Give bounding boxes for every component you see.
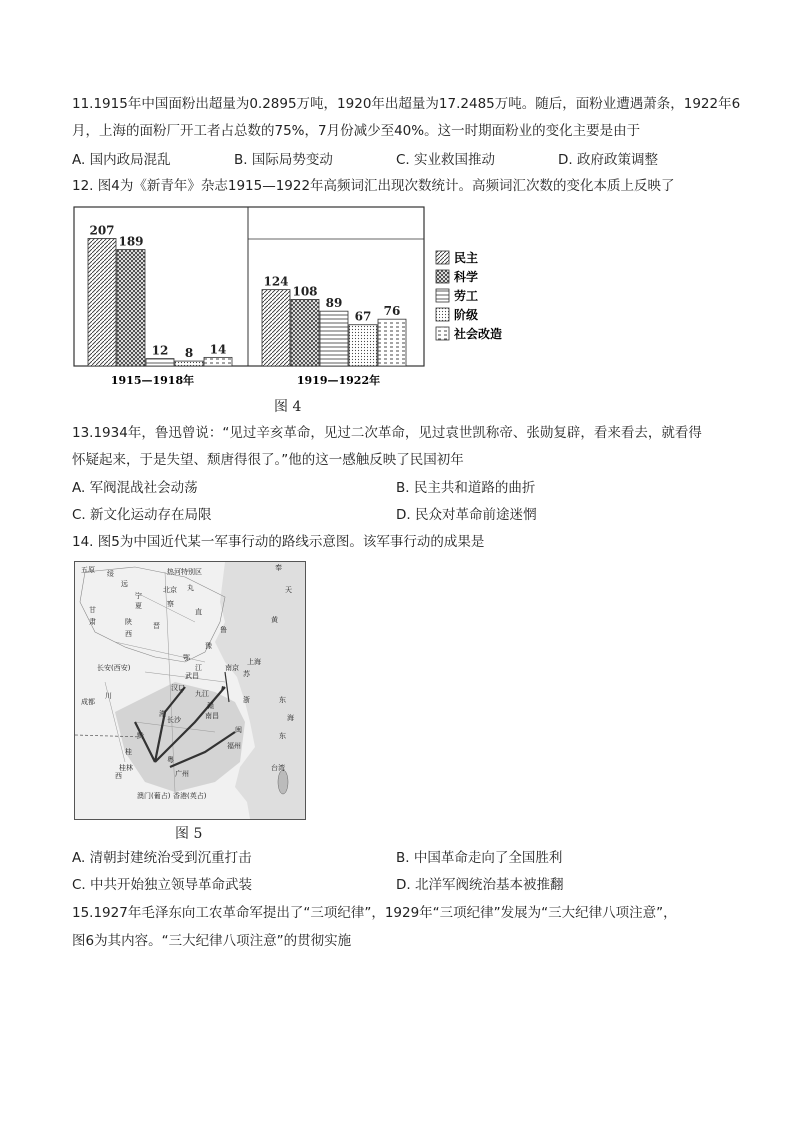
map-label: 上海 xyxy=(247,658,261,666)
map-label: 赣 xyxy=(207,702,214,710)
data-label-劳工-0: 12 xyxy=(151,343,169,358)
map-label: 豫 xyxy=(205,642,212,650)
data-label-阶级-1: 67 xyxy=(354,309,372,324)
bar-科学-0 xyxy=(117,250,145,366)
map-label: 黔 xyxy=(137,732,144,740)
map-label: 热河特别区 xyxy=(167,568,202,576)
legend-label-科学: 科学 xyxy=(454,270,479,284)
q11-option-c: C. 实业救国推动 xyxy=(396,152,496,168)
bar-民主-1 xyxy=(262,290,290,366)
q14-stem: 14. 图5为中国近代某一军事行动的路线示意图。该军事行动的成果是 xyxy=(72,534,485,550)
bar-劳工-0 xyxy=(146,359,174,366)
map-label: 陕 xyxy=(125,618,132,626)
q15-stem-line1: 15.1927年毛泽东向工农革命军提出了“三项纪律”，1929年“三项纪律”发展为“三大纪律八项注意”， xyxy=(72,905,677,921)
map-label: 海 xyxy=(287,714,294,722)
map-label: 苏 xyxy=(243,670,250,678)
figure-4-bar-chart xyxy=(72,205,522,390)
map-label: 浙 xyxy=(243,696,250,704)
map-label: 汉口 xyxy=(171,684,185,692)
data-label-劳工-1: 89 xyxy=(325,296,343,311)
figure-4-caption: 图 4 xyxy=(274,399,302,415)
data-label-社会改造-1: 76 xyxy=(383,304,401,319)
map-label: 长安(西安) xyxy=(97,664,131,672)
map-label: 西 xyxy=(115,772,122,780)
legend-swatch-社会改造 xyxy=(436,327,449,340)
map-label: 九江 xyxy=(195,690,209,698)
map-label: 五原 xyxy=(81,566,95,574)
map-label: 甘 xyxy=(89,606,96,614)
legend-swatch-阶级 xyxy=(436,308,449,321)
category-label-0: 1915—1918年 xyxy=(110,374,195,387)
map-label: 直 xyxy=(195,608,202,616)
map-label: 鲁 xyxy=(220,626,227,634)
bar-民主-0 xyxy=(88,238,116,366)
data-label-科学-0: 189 xyxy=(118,234,144,249)
map-label: 台湾 xyxy=(271,764,285,772)
q13-option-a: A. 军阀混战社会动荡 xyxy=(72,480,198,496)
map-label: 香港(英占) xyxy=(173,792,207,800)
q13-stem-line1: 13.1934年，鲁迅曾说：“见过辛亥革命，见过二次革命，见过袁世凯称帝、张勋复辟，看来看去，就看得 xyxy=(72,425,702,441)
q14-option-c: C. 中共开始独立领导革命武装 xyxy=(72,877,253,893)
legend-label-劳工: 劳工 xyxy=(454,289,479,303)
q11-stem-line2: 月，上海的面粉厂开工者占总数的75%，7月份减少至40%。这一时期面粉业的变化主要是由于 xyxy=(72,123,641,139)
map-label: 东 xyxy=(279,732,286,740)
q14-option-a: A. 清朝封建统治受到沉重打击 xyxy=(72,850,252,866)
q12-stem: 12. 图4为《新青年》杂志1915—1922年高频词汇出现次数统计。高频词汇次数的变化本质上反映了 xyxy=(72,178,675,194)
q13-option-d: D. 民众对革命前途迷惘 xyxy=(396,507,537,523)
q11-option-a: A. 国内政局混乱 xyxy=(72,152,171,168)
legend-label-民主: 民主 xyxy=(454,251,479,265)
map-label: 肃 xyxy=(89,618,96,626)
map-label: 南京 xyxy=(225,664,239,672)
q13-option-b: B. 民主共和道路的曲折 xyxy=(396,480,536,496)
map-label: 桂 xyxy=(125,748,132,756)
map-drawing xyxy=(75,562,305,819)
map-label: 丸 xyxy=(187,584,194,592)
map-label: 武昌 xyxy=(185,672,199,680)
q11-option-d: D. 政府政策调整 xyxy=(558,152,658,168)
legend-label-社会改造: 社会改造 xyxy=(454,327,503,341)
map-label: 远 xyxy=(121,580,128,588)
map-label: 东 xyxy=(279,696,286,704)
map-label: 宁 xyxy=(135,592,142,600)
figure-5-caption: 图 5 xyxy=(175,826,203,842)
map-label: 澳门(葡占) xyxy=(137,792,171,800)
map-label: 奉 xyxy=(275,564,282,572)
legend-swatch-劳工 xyxy=(436,289,449,302)
data-label-阶级-0: 8 xyxy=(184,346,194,361)
bar-阶级-0 xyxy=(175,361,203,366)
map-label: 江 xyxy=(195,664,202,672)
bar-社会改造-0 xyxy=(204,357,232,366)
legend-swatch-民主 xyxy=(436,251,449,264)
q15-stem-line2: 图6为其内容。“三大纪律八项注意”的贯彻实施 xyxy=(72,933,352,949)
data-label-科学-1: 108 xyxy=(292,284,318,299)
data-label-民主-1: 124 xyxy=(263,274,289,289)
bar-劳工-1 xyxy=(320,311,348,366)
map-label: 桂林 xyxy=(119,764,133,772)
q14-option-b: B. 中国革命走向了全国胜利 xyxy=(396,850,563,866)
map-label: 黄 xyxy=(271,616,278,624)
map-label: 福州 xyxy=(227,742,241,750)
q14-option-d: D. 北洋军阀统治基本被推翻 xyxy=(396,877,564,893)
map-label: 夏 xyxy=(135,602,142,610)
map-label: 粤 xyxy=(167,756,174,764)
map-label: 晋 xyxy=(153,622,160,630)
q13-stem-line2: 怀疑起来，于是失望、颓唐得很了。”他的这一感触反映了民国初年 xyxy=(72,452,464,468)
map-label: 广州 xyxy=(175,770,189,778)
legend-label-阶级: 阶级 xyxy=(454,308,479,322)
map-label: 绥 xyxy=(107,570,114,578)
q11-option-b: B. 国际局势变动 xyxy=(234,152,333,168)
map-label: 闽 xyxy=(235,726,242,734)
data-label-社会改造-0: 14 xyxy=(209,342,227,357)
map-label: 湘 xyxy=(159,710,166,718)
figure-5-map xyxy=(74,561,306,820)
legend-swatch-科学 xyxy=(436,270,449,283)
map-label: 察 xyxy=(167,600,174,608)
map-label: 西 xyxy=(125,630,132,638)
q13-option-c: C. 新文化运动存在局限 xyxy=(72,507,212,523)
map-label: 成都 xyxy=(81,698,95,706)
map-label: 天 xyxy=(285,586,292,594)
map-label: 南昌 xyxy=(205,712,219,720)
bar-科学-1 xyxy=(291,299,319,366)
bar-阶级-1 xyxy=(349,325,377,366)
map-label: 鄂 xyxy=(183,654,190,662)
map-label: 北京 xyxy=(163,586,177,594)
map-label: 长沙 xyxy=(167,716,181,724)
map-label: 川 xyxy=(105,692,112,700)
data-label-民主-0: 207 xyxy=(89,223,115,238)
q11-stem-line1: 11.1915年中国面粉出超量为0.2895万吨，1920年出超量为17.2485万吨。随后，面粉业遭遇萧条，1922年6 xyxy=(72,96,741,112)
taiwan-island xyxy=(278,770,288,794)
bar-社会改造-1 xyxy=(378,319,406,366)
category-label-1: 1919—1922年 xyxy=(296,374,381,387)
